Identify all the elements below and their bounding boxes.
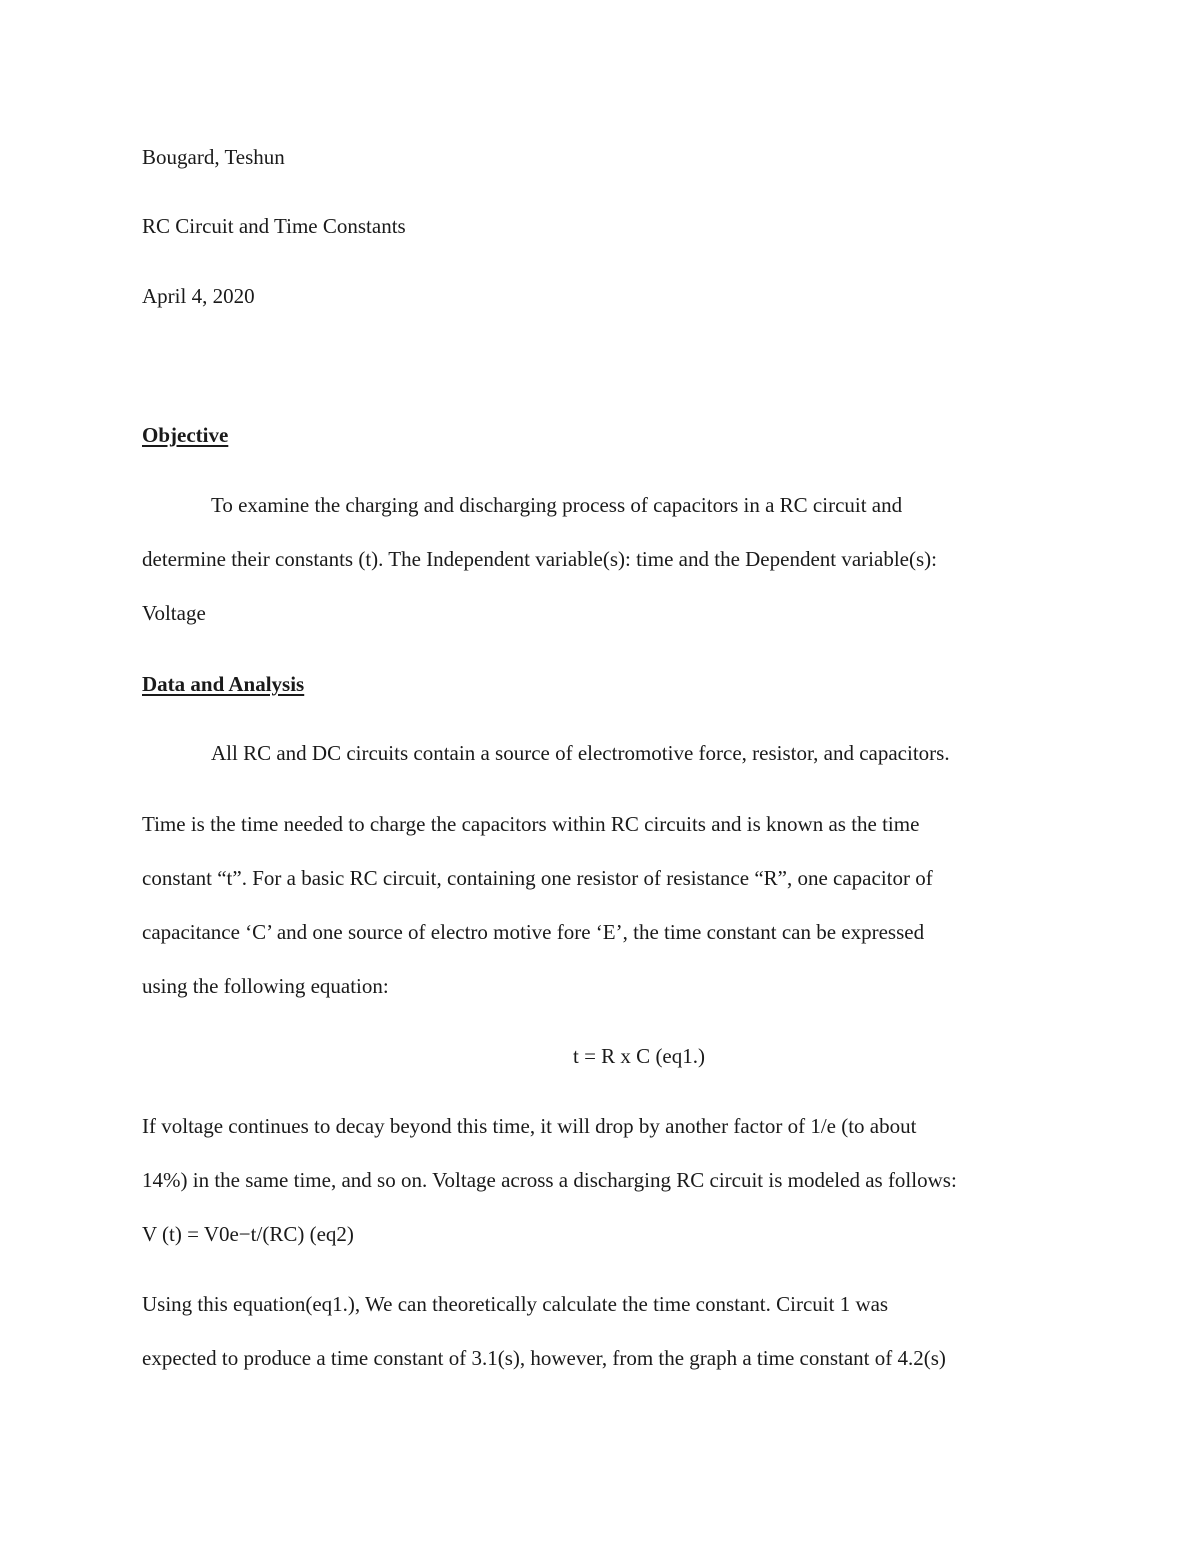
objective-line-1: To examine the charging and discharging process of capacitors in a RC circuit and: [211, 493, 903, 517]
objective-heading: Objective: [142, 423, 229, 447]
analysis-line-4: capacitance ‘C’ and one source of electro motive fore ‘E’, the time constant can be expressed: [142, 920, 925, 944]
analysis-line-6: If voltage continues to decay beyond this time, it will drop by another factor of 1/e (to about: [142, 1114, 917, 1138]
objective-line-2: determine their constants (t). The Independent variable(s): time and the Dependent variable(s):: [142, 547, 937, 571]
document-title: RC Circuit and Time Constants: [142, 214, 406, 238]
analysis-line-2: Time is the time needed to charge the capacitors within RC circuits and is known as the time: [142, 812, 920, 836]
objective-line-3: Voltage: [142, 601, 206, 625]
author-name: Bougard, Teshun: [142, 145, 285, 169]
analysis-line-5: using the following equation:: [142, 974, 389, 998]
document-date: April 4, 2020: [142, 284, 255, 308]
equation-2: V (t) = V0e−t/(RC) (eq2): [142, 1222, 354, 1246]
equation-1: t = R x C (eq1.): [573, 1044, 705, 1068]
analysis-line-8: Using this equation(eq1.), We can theoretically calculate the time constant. Circuit 1 was: [142, 1292, 889, 1316]
analysis-heading: Data and Analysis: [142, 672, 305, 696]
analysis-line-9: expected to produce a time constant of 3.1(s), however, from the graph a time constant of 4.2(s): [142, 1346, 946, 1370]
analysis-line-7: 14%) in the same time, and so on. Voltage across a discharging RC circuit is modeled as follows:: [142, 1168, 957, 1192]
analysis-line-1: All RC and DC circuits contain a source of electromotive force, resistor, and capacitors.: [211, 741, 950, 765]
analysis-line-3: constant “t”. For a basic RC circuit, containing one resistor of resistance “R”, one capacitor of: [142, 866, 933, 890]
